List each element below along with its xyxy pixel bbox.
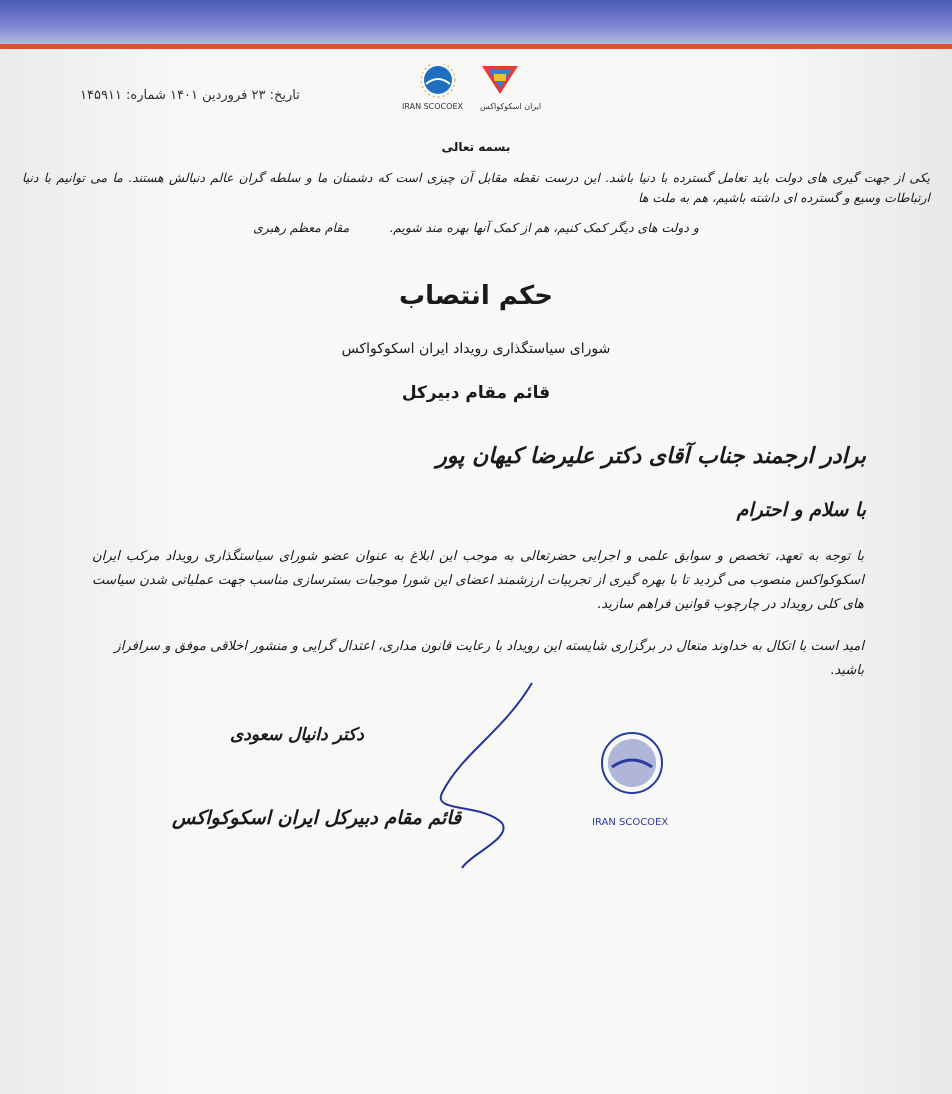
basmala: بسمه تعالی [441, 140, 511, 154]
stamp-text: IRAN SCOCOEX [592, 817, 669, 828]
closing-text: امید است با اتکال به خداوند متعال در برگزاری شایسته این رویداد با رعایت قانون مداری، اعتدال گرایی و منشور اخلاقی موفق و سرافراز باشید. [114, 639, 864, 678]
quote-footer [22, 220, 930, 235]
quote-source: مقام معظم رهبری [253, 220, 350, 235]
top-band [0, 0, 952, 44]
greeting: با سلام و احترام [736, 499, 866, 521]
signatory-name: دکتر دانیال سعودی [230, 725, 364, 745]
body-paragraph [92, 545, 864, 617]
logo-label-en: IRAN SCOCOEX [402, 102, 463, 111]
recipient: برادر ارجمند جناب آقای دکتر علیرضا کیهان پور [436, 443, 866, 469]
scocoex-logo-icon [482, 66, 518, 94]
handwritten-signature-icon [402, 673, 562, 873]
signatory-title: قائم مقام دبیرکل ایران اسکوکواکس [172, 807, 462, 829]
logo-label-fa: ایران اسکوکواکس [480, 102, 542, 111]
issuer-position: قائم مقام دبیرکل [401, 383, 551, 403]
document-title: حکم انتصاب [398, 281, 554, 311]
body-line-1: با توجه به تعهد، تخصص و سوابق علمی و اجرایی حضرتعالی به موجب این ابلاغ به عنوان عضو شورای سیاستگذاری رویداد مرکب ایران اسکوکواکس منصوب می گردید تا با بهره گیری از تجربیات ارزشمند [92, 549, 864, 588]
date-and-number: تاریخ: ۲۳ فروردین ۱۴۰۱ شماره: ۱۴۵۹۱۱ [80, 88, 300, 103]
iran-scocoex-logo-icon [418, 64, 458, 100]
official-stamp-icon [582, 723, 682, 813]
quote-line-1: یکی از جهت گیری های دولت باید تعامل گسترده با دنیا باشد. این درست نقطه مقابل آن چیزی است که دشمنان ما و سلطه گران عالم دنبالش هستند. ما می توانیم با دنیا ارتباطات وسیع و گسترده ای داشته باشیم، هم به ملت ها [22, 170, 930, 205]
organization-name: شورای سیاستگذاری رویداد ایران اسکوکواکس [341, 341, 611, 357]
document-body [22, 140, 930, 873]
signature-block [22, 703, 930, 873]
quote-line-2: و دولت های دیگر کمک کنیم، هم از کمک آنها بهره مند شویم. [389, 220, 699, 235]
body-line-2: اعضای این شورا موجبات بسترسازی مناسب جهت عملیاتی شدن سیاست های کلی رویداد در چارچوب قوانین فراهم سازید. [92, 573, 864, 612]
